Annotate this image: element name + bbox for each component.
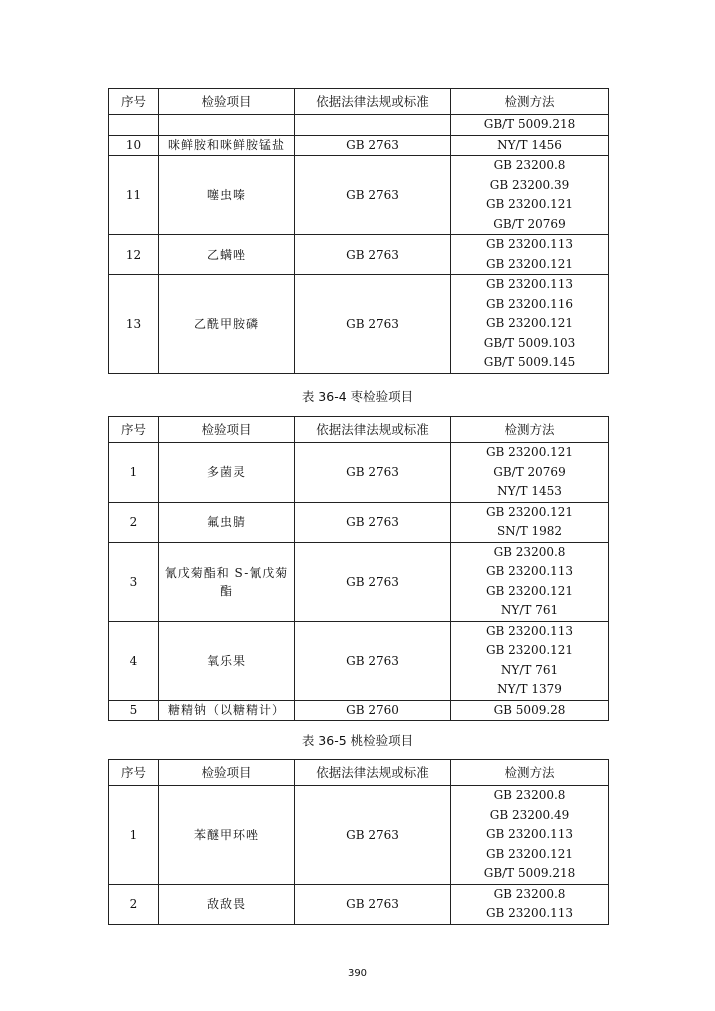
method-line: GB/T 5009.145: [483, 355, 576, 369]
header-standard: 依据法律法规或标准: [295, 760, 451, 786]
cell-standard: GB 2763: [295, 621, 451, 700]
cell-item: 乙酰甲胺磷: [159, 275, 295, 374]
cell-item: 苯醚甲环唑: [159, 786, 295, 885]
table-caption-jujube: 表 36-4 枣检验项目: [301, 389, 414, 404]
method-line: NY/T 1379: [497, 682, 562, 696]
table-row: [109, 115, 609, 136]
method-line: GB 23200.8: [493, 544, 566, 559]
table-row: [109, 700, 609, 721]
cell-item: 咪鲜胺和咪鲜胺锰盐: [159, 135, 295, 156]
table-row: [109, 502, 609, 542]
method-line: GB 23200.121: [485, 197, 574, 211]
cell-standard: GB 2763: [295, 884, 451, 924]
method-line: GB/T 5009.103: [483, 335, 576, 350]
cell-standard: GB 2763: [295, 156, 451, 235]
cell-standard: GB 2763: [295, 443, 451, 503]
method-line: GB 23200.49: [489, 807, 570, 822]
header-item: 检验项目: [159, 760, 295, 786]
method-line: GB 23200.113: [485, 277, 574, 291]
cell-standard: GB 2763: [295, 135, 451, 156]
table-row: [109, 443, 609, 503]
cell-standard: GB 2763: [295, 786, 451, 885]
cell-seq: 4: [109, 621, 159, 700]
method-line: GB 23200.113: [485, 906, 574, 920]
cell-seq: 3: [109, 542, 159, 621]
method-line: GB 5009.28: [493, 702, 566, 717]
header-item: 检验项目: [159, 89, 295, 115]
table-caption-peach: 表 36-5 桃检验项目: [301, 733, 414, 748]
method-line: GB 23200.121: [485, 256, 574, 271]
table-row: [109, 156, 609, 235]
table-header-row: [109, 760, 609, 786]
cell-methods: [451, 786, 609, 885]
method-line: GB 23200.121: [485, 846, 574, 861]
cell-item: 敌敌畏: [159, 884, 295, 924]
cell-item: 氟虫腈: [159, 502, 295, 542]
method-line: GB/T 5009.218: [483, 117, 576, 131]
cell-seq: 2: [109, 502, 159, 542]
table-header-row: [109, 89, 609, 115]
table-row: [109, 884, 609, 924]
cell-item: 乙螨唑: [159, 235, 295, 275]
cell-methods: [451, 135, 609, 156]
method-line: GB 23200.8: [493, 788, 566, 802]
method-line: GB 23200.116: [485, 296, 574, 311]
table-jujube: [108, 416, 609, 721]
header-method: 检测方法: [451, 417, 609, 443]
method-line: GB 23200.113: [485, 827, 574, 841]
cell-standard: GB 2763: [295, 275, 451, 374]
cell-seq: 1: [109, 443, 159, 503]
page-number: 390: [347, 968, 368, 979]
method-line: GB 23200.113: [485, 623, 574, 638]
table-row: [109, 135, 609, 156]
method-line: NY/T 761: [500, 603, 559, 617]
method-line: GB 23200.121: [485, 316, 574, 330]
method-line: NY/T 1453: [497, 484, 562, 498]
method-line: GB 23200.121: [485, 504, 574, 519]
table-row: [109, 235, 609, 275]
cell-item: 氧乐果: [159, 621, 295, 700]
cell-item: [159, 115, 295, 136]
cell-seq: 10: [109, 135, 159, 156]
header-seq: 序号: [109, 417, 159, 443]
table-body: [109, 115, 609, 374]
cell-standard: GB 2763: [295, 542, 451, 621]
table-row: [109, 786, 609, 885]
cell-standard: GB 2763: [295, 502, 451, 542]
header-standard: 依据法律法规或标准: [295, 417, 451, 443]
cell-methods: [451, 156, 609, 235]
method-line: GB/T 5009.218: [483, 866, 576, 880]
method-line: GB 23200.39: [489, 177, 570, 192]
header-method: 检测方法: [451, 89, 609, 115]
cell-seq: 2: [109, 884, 159, 924]
method-line: GB 23200.121: [485, 445, 574, 459]
cell-item: 多菌灵: [159, 443, 295, 503]
method-line: GB/T 20769: [493, 464, 566, 479]
table-body: [109, 443, 609, 721]
method-line: GB 23200.113: [485, 237, 574, 251]
cell-methods: [451, 443, 609, 503]
cell-methods: [451, 700, 609, 721]
header-standard: 依据法律法规或标准: [295, 89, 451, 115]
table-row: [109, 542, 609, 621]
cell-methods: [451, 621, 609, 700]
method-line: NY/T 1456: [497, 137, 562, 152]
table-peach: [108, 759, 609, 925]
table-continued: [108, 88, 609, 374]
method-line: GB 23200.121: [485, 643, 574, 657]
method-line: GB 23200.8: [493, 158, 566, 172]
header-item: 检验项目: [159, 417, 295, 443]
cell-item: 噻虫嗪: [159, 156, 295, 235]
cell-methods: [451, 502, 609, 542]
method-line: NY/T 761: [500, 662, 559, 677]
method-line: GB 23200.121: [485, 583, 574, 598]
cell-seq: [109, 115, 159, 136]
cell-standard: GB 2763: [295, 235, 451, 275]
method-line: GB 23200.8: [493, 886, 566, 901]
cell-standard: GB 2760: [295, 700, 451, 721]
cell-standard: [295, 115, 451, 136]
cell-seq: 1: [109, 786, 159, 885]
table-row: [109, 275, 609, 374]
cell-seq: 11: [109, 156, 159, 235]
cell-seq: 5: [109, 700, 159, 721]
cell-methods: [451, 115, 609, 136]
cell-seq: 13: [109, 275, 159, 374]
method-line: GB/T 20769: [493, 216, 566, 231]
table-row: [109, 621, 609, 700]
cell-methods: [451, 542, 609, 621]
cell-methods: [451, 884, 609, 924]
cell-seq: 12: [109, 235, 159, 275]
header-seq: 序号: [109, 89, 159, 115]
method-line: GB 23200.113: [485, 564, 574, 578]
method-line: SN/T 1982: [496, 524, 563, 538]
header-seq: 序号: [109, 760, 159, 786]
cell-methods: [451, 235, 609, 275]
cell-item: 糖精钠（以糖精计）: [159, 700, 295, 721]
table-header-row: [109, 417, 609, 443]
cell-item: 氰戊菊酯和 S-氰戊菊酯: [159, 542, 295, 621]
header-method: 检测方法: [451, 760, 609, 786]
cell-methods: [451, 275, 609, 374]
table-body: [109, 786, 609, 925]
